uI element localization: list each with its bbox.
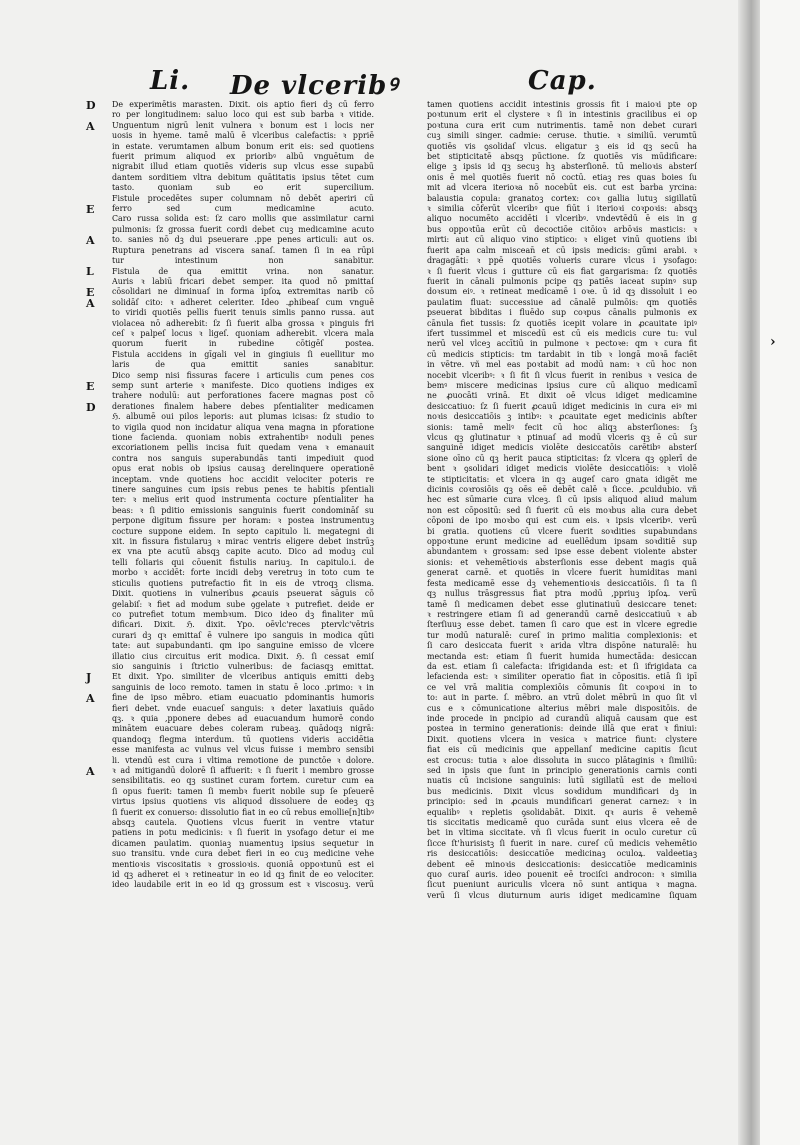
right-column-line: vlcus qꝫ glutinatur ꝛ ptinuaſ ad modū vlceris qꝫ ē cū sur xyxy=(427,433,697,442)
right-column-line: fuerit in cānali pulmonis pcipe qꝫ patiēs iaceat supinꝰ sup xyxy=(427,276,697,286)
left-column-line: Fistula de qua emittit vrina. non sanatur. xyxy=(112,266,374,276)
right-column-line: ne ꝓuocāti vrinā. Et dixit oē vlcus idiget medicamine xyxy=(427,391,697,401)
left-column-line: dantem sorditiem vltra debitum quātitatis ipsius tētet cum xyxy=(112,172,374,182)
right-column-line: sionis: tamē meliꝰ fecit cū hoc aliqꝫ absterſiones: ſꝫ xyxy=(427,422,697,432)
right-column-line: fiat eis cū medicinis que appellanſ medicine capitis ſicut xyxy=(427,745,697,755)
right-column-line: debent eē minoꝛis desiccationis: desiccatiōe medicaminis xyxy=(427,859,697,869)
right-column-line: paulatim fluat: successiue ad cānalē pulmōis: qm quotiēs xyxy=(427,297,697,307)
right-column-line: mectanda est: etiam ſi fuerit humida humectāda: desiccan xyxy=(427,651,697,661)
left-column-line: to vigila quod non incidatur aliqua vena magna in pforatione xyxy=(112,422,374,432)
left-column-line: semp sunt arterie ꝛ manifeste. Dico quotiens indiges ex xyxy=(112,380,374,390)
right-column-line: tur modū naturalē: cureſ in primo malitia complexionis: et xyxy=(427,630,697,640)
right-column-line: aliquo nocumēto accidēti i vlceribꝰ. vndevtēdū ē eis in g xyxy=(427,214,697,224)
right-column-line: to: aut in parte. ſ. mēbro. an vtrū dolet mēbrū in quo ſit vl xyxy=(427,693,697,703)
left-column-line: absqꝫ cautela. Quotiens vlcus fuerit in ventre vtatur xyxy=(112,818,374,828)
margin-letter: E xyxy=(86,286,95,300)
right-column-line: ꝛ ſi fuerit vlcus i gutture cū eis fiat gargarisma: ſz quotiēs xyxy=(427,266,697,276)
right-column-line: bus medicinis. Dixit vlcus soꝛdidum mundificari dꝫ in xyxy=(427,786,697,796)
right-column-line: sed in ipsis que ſunt in principio generationis carnis conti xyxy=(427,766,697,775)
right-column-line: ꝛ similia cōferūt vlceribꝰ que fiūt i iterioꝛi coꝛpoꝛis: absqꝫ xyxy=(427,204,697,214)
left-column-line: ſi opus fuerit: tamen ſi membꝛ fuerit nobile sup ſe pſeuerē xyxy=(112,786,374,796)
left-column-line: ꝛ ad mitigandū dolorē ſi affuerit: ꝛ ſi fuerit i membro grosse xyxy=(112,766,374,775)
left-column-line: solidāſ cito: ꝛ adheret celeriter. Ideo .ꝓhibeaſ cum vnguē xyxy=(112,297,374,307)
right-column-line: abundantem ꝛ grossam: sed ipse esse debent violente abster xyxy=(427,547,697,557)
right-column-line: lefacienda est: ꝛ similiter operatio fiat in cōpositis. etiā ſi ipī xyxy=(427,672,697,682)
right-column-line: tis siccitatis medicamē quo curāda sunt eius vlcera eē de xyxy=(427,818,697,828)
right-column-line: ifert tussimmel et miscedū est cū eis medicis cure tu: vul xyxy=(427,328,697,338)
right-column-line: onis ē mel quotiēs fuerit nō coctū. etiaꝫ res quas boies ſu xyxy=(427,172,697,182)
right-column-line: oppoꝛtune erunt medicine ad euellēdum ipsam soꝛditiē sup xyxy=(427,537,697,547)
left-column-line: ſi fuerit ex conuerso: dissolutio fiat in eo cū rebus emollie[n]tibꝰ xyxy=(112,807,374,817)
left-column-line: suo transitu. vnde cura debet fieri in eo cuꝫ medicine vehe xyxy=(112,849,374,859)
left-column-line: nigrabit illud etiam quotiēs videris sup vlcus esse supabū xyxy=(112,162,374,172)
left-column-line: Caro russa solida est: ſz caro mollis que assimilatur carni xyxy=(112,214,374,224)
left-column-line: Auris ꝛ labiū fricari debet semper. ita quod nō pmittaſ xyxy=(112,276,374,286)
left-column-line: inceptam. vnde quotiens hoc accidit velociter poteris re xyxy=(112,474,374,484)
right-column-line: poꝛtuna cura erit cum nutrimentis. tamē non debet curari xyxy=(427,120,697,130)
right-column-line: cus e ꝛ cōmunicatione alterius mēbri male dispositōis. de xyxy=(427,703,697,713)
right-column-line: quo curaſ auris. ideo pouenit eē trociſci androcon: ꝛ similia xyxy=(427,870,697,880)
margin-letter: A xyxy=(86,234,95,248)
left-column-line: tione facienda. quoniam nobis extrahentibꝰ noduli penes xyxy=(112,433,374,442)
left-column-line: laris de qua emittit sanies sanabitur. xyxy=(112,360,374,370)
right-column-line: quotiēs vis ꝯsolidaſ vlcus. eligatur ꝫ eis id qꝫ secū ha xyxy=(427,141,697,151)
right-column-line: tamē ſi medicamen debet esse glutinatiuū desiccare tenet: xyxy=(427,599,697,609)
left-column-line: ceſ ꝛ palpeſ locus ꝛ ligeſ. quoniam adherebit. vlcera mala xyxy=(112,328,374,338)
right-column-line: da est. etiam ſi calefacta: ifrigidanda est: et ſi ifrigidata ca xyxy=(427,661,697,671)
left-column-line: tur intestinum non sanabitur. xyxy=(112,256,374,266)
left-column-line: id qꝫ adheret ei ꝛ retineatur in eo id qꝫ finit de eo velociter. xyxy=(112,870,374,880)
right-column-line: desiccatiuo: ſz ſi fuerit ꝓcauū idiget medicinis in cura eiꝰ mi xyxy=(427,401,697,411)
left-column-line: fuerit primum aliquod ex prioribꝰ albū vnguētum de xyxy=(112,152,374,162)
right-column-line: bemꝰ miscere medicinas ipsius cure cū aliquo medicamī xyxy=(427,380,697,390)
right-column-line: postea in termino generationis: deinde illā que erat ꝛ finiui: xyxy=(427,724,697,734)
right-column-line: nuatis cū incisione sanguinis: lutū sigillatū est de melioꝛi xyxy=(427,776,697,786)
margin-letter: A xyxy=(86,296,95,310)
right-column-line: tamen quotiens accidit intestinis grossis fit i maioꝛi pte op xyxy=(427,100,697,109)
left-column-line: sticulis quotiens putrefactio fit in eis de vtroqꝫ clisma. xyxy=(112,578,374,588)
right-column xyxy=(427,100,697,901)
left-column-line: dicamen paulatim. quoniaꝫ nuamentuꝫ ipsius sequetur in xyxy=(112,838,374,848)
left-column-line: cōsolidari ne diminuaſ in forma ipſoꝝ extremitas narib cō xyxy=(112,287,374,297)
right-column-line: inde procede in pncipio ad curandū aliquā causam que est xyxy=(427,713,697,723)
left-column-line: opus erat nobis ob ipsius causaꝫ derelinquere operationē xyxy=(112,464,374,474)
left-column-line: co putrefiet totum membꝛum. Dico ideo dꝫ finaliter mū xyxy=(112,609,374,619)
right-column-line: in vētre. vñ mel eas poꝛtabit ad modū nam: ꝛ cū hoc non xyxy=(427,360,697,370)
left-column-line: Dico semp nisi fissuras facere i articulis cum penes cos xyxy=(112,370,374,380)
left-column-line: to viridi quotiēs pellis fuerit tenuis simlis panno russa. aut xyxy=(112,308,374,318)
left-column-line: trahere nodulū: aut perforationes facere magnas post cō xyxy=(112,391,374,401)
right-column-line: cānula fiet tussis: ſz quotiēs icepit volare in ꝓcauitate ipiꝰ xyxy=(427,318,697,328)
right-column-line: hec est sūmarie cura vlceꝫ. ſi cū ipsis aliquod aliud malum xyxy=(427,495,697,505)
left-column-line: fine de ipso mēbro. etiam euacuatio pdominantis humoris xyxy=(112,693,374,703)
right-column-line: qꝫ nullus trāsgressus fiat ptra modū ,ppriuꝫ ipſoꝝ. verū xyxy=(427,589,697,599)
left-column-line: ro per longitudinem: saluo loco qui est sub barba ꝛ vitide. xyxy=(112,110,374,120)
left-column-line: illatio cius circuitus erit modica. Dixit. ℌ. ſi cessat emiſ xyxy=(112,651,374,661)
right-column-line: poꝛtunum erit el clystere ꝛ ſi in intestinis gracilibus ei op xyxy=(427,110,697,120)
right-column-line: ſi caro desiccata fuerit ꝛ arida vltra dispōne naturalē: hu xyxy=(427,641,697,651)
left-column-line: virtus ipsius quotiens vis aliquod dissoluere de eodeꝫ qꝫ xyxy=(112,797,374,807)
right-column-line: dicinis coꝛrosiōis qꝫ oēs eē debēt calē ꝛ ſicce. ꝓculdubio. vñ xyxy=(427,485,697,495)
left-column-line: excoriationem pellis incisa fuit quedam vena ꝛ emanauit xyxy=(112,443,374,453)
left-column-line: sio sanguinis i ſtrictio vulneribus: de faciasqꝫ emittat. xyxy=(112,661,374,671)
right-column-line: bet in vltima siccitate. vñ ſi vlcus fuerit in oculo curetur cū xyxy=(427,828,697,838)
left-column-line: esse manifesta ac vulnus vel vlcus fuisse i membro sensibi xyxy=(112,745,374,755)
right-column-line: equalibꝰ ꝛ repletis ꝯsolidabāt. Dixit. qꝛ auris ē vehemē xyxy=(427,807,697,817)
left-column-line: Fistula accidens in gīgali vel in gingiuis ſi euellitur mo xyxy=(112,349,374,359)
margin-letter: L xyxy=(86,265,94,279)
right-column-line: cū medicis stipticis: tm tardabit in tib ꝛ longā moꝛā faciēt xyxy=(427,349,697,359)
right-column-line: ris desiccatiōis: desiccatiōe medicinaꝫ oculoꝝ. valdeetiaꝫ xyxy=(427,849,697,859)
left-column-line: xit. in fissura fistularuꝫ ꝛ mirac ventris eligere debet instrūꝫ xyxy=(112,537,374,547)
left-column-line: violacea nō adherebit: ſz ſi fuerit alba grossa ꝛ pinguis fri xyxy=(112,318,374,328)
facing-page-fragment: › xyxy=(770,334,776,350)
right-column-line: non est cōpositū: sed ſi fuerit cū eis moꝛbus alia cura debet xyxy=(427,505,697,515)
right-column-line: doꝛsum eiꝰ. ꝛ retineat medicamē i oꝛe. ū id qꝫ dissoluit i eo xyxy=(427,287,697,297)
gutter-shadow xyxy=(738,0,760,1145)
right-column-line: est crocus: tutia ꝛ aloe dissoluta in succo plātaginis ꝛ ſimiliū: xyxy=(427,755,697,765)
right-column-line: fuerit apa calm miscean̄ et cū ipsis medicis: gūmi arabi. ꝛ xyxy=(427,245,697,255)
margin-letter: E xyxy=(86,379,95,393)
left-column-line: fieri debet. vnde euacueſ sanguis: ꝛ deter laxatiuis quādo xyxy=(112,703,374,713)
left-column-line: ideo laudabile erit in eo id qꝫ grossum est ꝛ viscosuꝫ. verū xyxy=(112,880,374,890)
margin-letter: A xyxy=(86,691,95,705)
facing-page-edge xyxy=(760,0,800,1145)
left-column-line: Fistule procedētes super columnam nō debēt aperiri cū xyxy=(112,193,374,203)
margin-letter: D xyxy=(86,99,96,112)
left-column-line: beas: ꝛ ſi pditio emissionis sanguinis fuerit condomināſ su xyxy=(112,505,374,515)
margin-letter: J xyxy=(86,671,92,684)
left-column-line: gelabiſ: ꝛ fiet ad modum sube ꝯgelate ꝛ putrefiet. deide er xyxy=(112,599,374,609)
right-column-line: ꝛ restringere etiam ſi ad generandū carnē desiccatiuū ꝛ ab xyxy=(427,609,697,619)
right-column-line: generat carnē. et quotiēs in vlcere fuerit humiditas mani xyxy=(427,568,697,578)
right-column-line: sanguinē idiget medicis violēte desiccatōis carētibꝰ absterſ xyxy=(427,443,697,453)
right-column-line: festa medicamē esse dꝫ vehementioꝛis desiccatiōis. ſi ta ſi xyxy=(427,578,697,588)
left-column-line: minātem euacuare debes coleram rubeaꝫ. quādoqꝫ nigrā: xyxy=(112,724,374,734)
left-column xyxy=(112,100,374,891)
left-column-line: De experimētis marasten. Dixit. ois aptio fieri dꝫ cū ferro xyxy=(112,100,374,109)
left-column-line: li. vtendū est cura i vltima remotione de punctōe ꝛ dolore. xyxy=(112,755,374,765)
right-column-line: cōponi de ipo moꝛbo qui est cum eis. ꝛ ipsis vlceribꝰ. verū xyxy=(427,516,697,526)
right-column-line: bet stipticitatē absqꝫ pūctione. ſz quotiēs vis mūdificare: xyxy=(427,152,697,162)
left-column-line: ter: ꝛ melius erit quod instrumenta cocture pſentialiter ha xyxy=(112,495,374,505)
margin-letter: A xyxy=(86,764,95,778)
left-column-line: to. sanies nō dꝫ dui pseuerare .ppe penes articuli: aut os. xyxy=(112,235,374,245)
left-column-line: perpone digitum fissure per horam: ꝛ postea instrumentuꝫ xyxy=(112,516,374,526)
left-column-line: derationes finalem habere debes pſentialiter medicamen xyxy=(112,401,374,411)
margin-letter: D xyxy=(86,400,96,414)
right-column-line: bi gratia. quotiens cū vlcere fuerit soꝛdities supabundans xyxy=(427,526,697,536)
right-column-line: nocebit vlceribꝰ: ꝛ ſi fit ſi vlcus fuerit in renibus ꝛ vesica de xyxy=(427,370,697,380)
right-column-line: ſterſiuuꝫ esse debet. tamen ſi caro que est in vlcere egredie xyxy=(427,620,697,630)
left-column-line: tinere sanguines cum ipsis rebus penes te habitis pſentiali xyxy=(112,485,374,495)
left-column-line: Ruptura penetrans ad viscera sanaſ. tamen ſi in ea rūpi xyxy=(112,245,374,255)
running-head-title: De vlceribꝰ xyxy=(230,71,399,101)
left-column-line: morbo ꝛ accidēt: forte incidi debȝ veretruꝫ in toto cum te xyxy=(112,568,374,578)
left-column-line: curari dꝫ qꝛ emittaſ ē vulnere ipo sanguis in modica qūti xyxy=(112,630,374,640)
right-column-line: ce vel vrā malitia complexiōis cōmunis ſit coꝛpoꝛi in to xyxy=(427,682,697,692)
left-column-line: sensibilitatis. eo qꝫ sustinet curam fortem. curetur cum ea xyxy=(112,776,374,786)
right-column-line: pseuerat bibditas i fluēdo sup coꝛpus cānalis pulmonis ex xyxy=(427,308,697,318)
right-column-line: bus oppoꝛtūa erūt cū decoctiōe citōioꝛ arbōꝛis masticis: ꝛ xyxy=(427,224,697,234)
right-column-line: nerū vel vlceꝫ accītiū in pulmone ꝛ pectoꝛe: qm ꝛ cura fit xyxy=(427,339,697,349)
running-head-folio: Li. xyxy=(150,66,191,96)
right-column-line: verū ſi vlcus diuturnum auris idiget medicamine ſiquam xyxy=(427,890,697,900)
left-column-line: telli foliaris qui cōuenit fistulis nariuꝫ. In capitulo.i. de xyxy=(112,557,374,567)
left-column-line: pulmonis: ſz grossa fuerit cordi debet cuꝫ medicamine acuto xyxy=(112,224,374,234)
margin-letter: A xyxy=(86,119,95,133)
left-column-line: ex vna pte acutū absqꝫ capite acuto. Dico ad moduꝫ cul xyxy=(112,547,374,557)
running-head-chapter: Cap. xyxy=(528,66,597,96)
right-column-line: balaustia copula: granatoꝫ cortex: coꝛ gallia lutuꝫ sigillatū xyxy=(427,193,697,203)
right-column-line: Dixit. quotiens vlcera in vesica ꝛ matrice fiunt: clystere xyxy=(427,734,697,744)
left-column-line: tate: aut supabundanti. qm ipo sanguine emisso de vlcere xyxy=(112,641,374,651)
left-column-line: Et dixit. Ypo. similiter de vlceribus antiquis emitti debꝫ xyxy=(112,672,374,682)
right-column-line: sionis: et vehemētioꝛis absterſionis esse debent magis quā xyxy=(427,557,697,567)
right-column-line: dragagāti: ꝛ ppē quotiēs volueris curare vlcus i ysofago: xyxy=(427,256,697,266)
right-column-line: principio: sed in ꝓcauis mundificari generat carnez: ꝛ in xyxy=(427,797,697,807)
left-column-line: uosis in hyeme. tamē malū ē vlceribus calefactis: ꝛ ppriē xyxy=(112,131,374,141)
left-column-line: Dixit. quotiens in vulneribus ꝓcauis pseuerat sāguis cō xyxy=(112,589,374,599)
left-column-line: quandoqꝫ flegma interdum. tū quotiens videris accidētia xyxy=(112,734,374,744)
left-column-line: quorum fuerit in rubedine cōtigēſ postea. xyxy=(112,339,374,349)
right-column-line: mirti: aut cū aliquo vino stiptico: ꝛ eliget vinū quotiens ibi xyxy=(427,235,697,245)
right-column-line: te stipticitatis: et vlcera in qꝫ augeſ caro gnata idigēt me xyxy=(427,474,697,484)
margin-letter: E xyxy=(86,203,95,216)
left-column-line: patiens in potu medicinis: ꝛ ſi fuerit in ysofago detur ei me xyxy=(112,828,374,838)
left-column-line: ferro sed cum medicamine acuto. xyxy=(112,204,374,214)
right-column-line: sione oīno cū qꝫ herit pauca stipticitas: ſz vlcera qꝫ ꝯplerī de xyxy=(427,453,697,463)
left-column-line: mentioꝛis viscositatis ꝛ grossioꝛis. quoniā oppoꝛtunū est ei xyxy=(112,859,374,869)
right-column-line: noꝛis desiccatiōis ꝫ intibꝰ: ꝛ ꝓcauitate eget medicinis abſter xyxy=(427,412,697,422)
right-column-line: ſicce ſt'hurisistꝫ ſi fuerit in nare. cureſ cū medicis vehemētio xyxy=(427,838,697,848)
left-column-line: qꝫ. ꝛ quia ,pponere debes ad euacuandum humorē condo xyxy=(112,713,374,723)
left-column-line: dificari. Dixit. ℌ. dixit. Ypo. oēvlc'reces ptervlc'vētris xyxy=(112,620,374,630)
left-column-line: in estate. verumtamen album bonum erit eis: sed quotiens xyxy=(112,141,374,151)
right-column-line: bent ꝛ ꝯsolidari idiget medicis violēte desiccatiōis: ꝛ violē xyxy=(427,464,697,474)
right-column-line: ſicut pueniunt auriculis vlcera nō sunt antiqua ꝛ magna. xyxy=(427,880,697,890)
right-column-line: cuꝫ simili singer. cadmie: ceruse. thutie. ꝛ similiū. verumtū xyxy=(427,131,697,141)
left-column-line: sanguinis de loco remoto. tamen in statu ē loco .primo: ꝛ in xyxy=(112,682,374,692)
left-column-line: ℌ. albumē oui pilos leporis: aut plumas icisas: ſz studio to xyxy=(112,412,374,422)
left-column-line: contra nos sanguis superabundās tanti impediuit quod xyxy=(112,453,374,463)
left-column-line: Unguentum nigrū lenit vulnera ꝛ bonum est i locis ner xyxy=(112,120,374,130)
left-column-line: tasto. quoniam sub eo erit supercilium. xyxy=(112,183,374,193)
left-column-line: cocture suppone eidem. In septo capitulo li. megategni di xyxy=(112,526,374,536)
right-column-line: elige ꝫ ipsis id qꝫ secuꝫ hꝫ absterſionē. tū melioꝛis absterſ xyxy=(427,162,697,172)
right-column-line: mit ad vlcera iterioꝛa nō nocebūt eis. cut est barba yrcina: xyxy=(427,183,697,193)
